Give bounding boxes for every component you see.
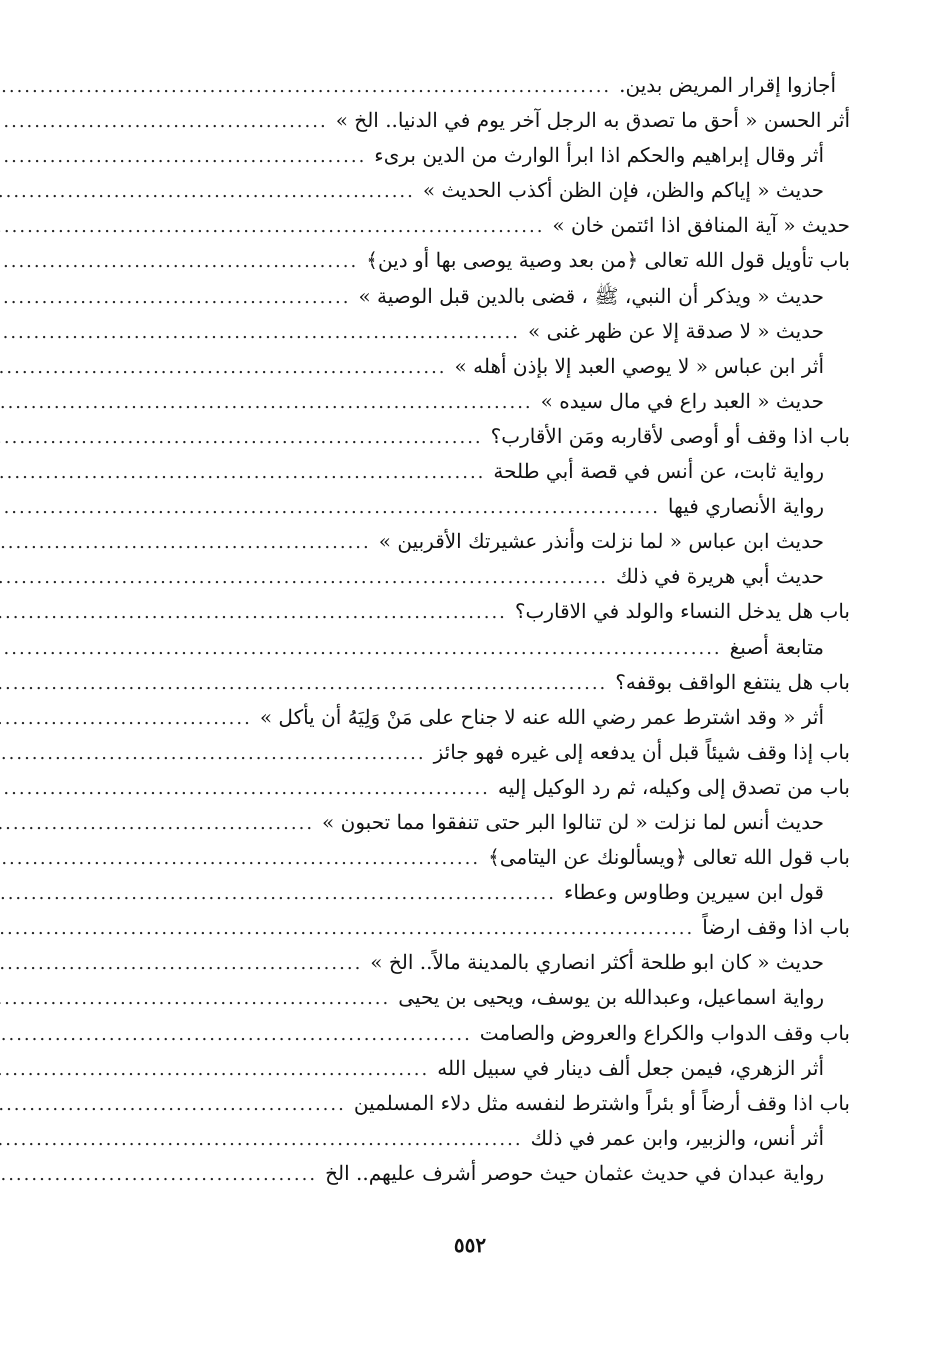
dot-leader [0, 350, 447, 385]
toc-entry-title: رواية ثابت، عن أنس في قصة أبي طلحة [493, 459, 824, 484]
toc-entry-title: باب قول الله تعالى ﴿ويسألونك عن اليتامى﴾ [488, 845, 850, 870]
toc-entry [80, 1156, 850, 1191]
toc-entry [80, 594, 850, 629]
toc-entry-title: أجازوا إقرار المريض بدين. [619, 73, 836, 97]
dot-leader [0, 385, 533, 420]
dot-leader [0, 280, 350, 315]
toc-entry [80, 489, 850, 524]
dot-leader [0, 736, 426, 771]
toc-entry [80, 630, 850, 665]
toc-entry-title: حديث ابن عباس « لما نزلت وأنذر عشيرتك الأقربين » [378, 529, 824, 554]
dot-leader [0, 139, 366, 174]
dot-leader [0, 69, 611, 104]
toc-entry [80, 384, 850, 419]
toc-entry-title: حديث أنس لما نزلت « لن تنالوا البر حتى تنفقوا مما تحبون » [322, 809, 824, 834]
toc-entry [80, 103, 850, 138]
toc-entry-title: باب إذا وقف شيئاً قبل أن يدفعه إلى غيره فهو جائز [433, 739, 850, 764]
toc-entry-title: حديث « ويذكر أن النبي، ﷺ ، قضى بالدين قبل الوصية » [358, 283, 824, 308]
toc-entry [80, 349, 850, 384]
toc-entry-title: أثر أنس، والزبير، وابن عمر في ذلك [530, 1125, 824, 1150]
page-number: ٥٥٢ [453, 1233, 487, 1257]
dot-leader [0, 771, 490, 806]
toc-entry-title: باب اذا وقف أو أوصى لأقاربه ومَن الأقارب؟ [490, 423, 850, 448]
dot-leader [0, 911, 694, 946]
dot-leader [0, 595, 507, 630]
toc-entry [80, 665, 850, 700]
toc-entry-title: باب هل يدخل النساء والولد في الاقارب؟ [514, 599, 850, 624]
toc-entry [80, 875, 850, 910]
toc-entry-title: رواية الأنصاري فيها [667, 494, 824, 519]
toc-list [80, 68, 850, 1191]
toc-entry [80, 735, 850, 770]
toc-entry-title: باب هل ينتفع الواقف بوقفه؟ [615, 669, 850, 694]
toc-entry-title: أثر وقال إبراهيم والحكم اذا ابرأ الوارث من الدين برىء [374, 143, 824, 168]
toc-entry-title: حديث « العبد راع في مال سيده » [540, 388, 824, 413]
toc-entry-title: باب اذا وقف ارضاً [702, 915, 850, 940]
dot-leader [0, 1017, 472, 1052]
toc-entry-title: أثر الحسن « أحق ما تصدق به الرجل آخر يوم في الدنيا.. الخ » [335, 108, 850, 133]
dot-leader [0, 1122, 523, 1157]
dot-leader [0, 315, 520, 350]
dot-leader [0, 701, 252, 736]
toc-entry-title: رواية اسماعيل، وعبدالله بن يوسف، ويحيى بن يحيى [398, 985, 824, 1010]
toc-entry [80, 1051, 850, 1086]
dot-leader [0, 1157, 317, 1192]
toc-entry-title: حديث « كان ابو طلحة أكثر انصاري بالمدينة مالاً.. الخ » [370, 950, 824, 975]
toc-entry [80, 314, 850, 349]
dot-leader [0, 420, 483, 455]
dot-leader [0, 1052, 429, 1087]
dot-leader [0, 209, 544, 244]
toc-entry [80, 454, 850, 489]
toc-entry-title: حديث أبي هريرة في ذلك [615, 564, 824, 589]
toc-entry [80, 840, 850, 875]
toc-entry-title: باب اذا وقف أرضاً أو بئراً واشترط لنفسه مثل دلاء المسلمين [353, 1090, 850, 1115]
toc-entry-title: حديث « آية المنافق اذا ائتمن خان » [552, 213, 850, 238]
dot-leader [0, 981, 390, 1016]
toc-entry [80, 559, 850, 594]
toc-entry [80, 1016, 850, 1051]
toc-entry-title: حديث « إياكم والظن، فإن الظن أكذب الحديث » [422, 178, 824, 203]
toc-entry-title: باب تأويل قول الله تعالى ﴿من بعد وصية يوصى بها أو دين﴾ [366, 248, 850, 273]
dot-leader [0, 104, 328, 139]
dot-leader [0, 946, 362, 981]
dot-leader [0, 631, 722, 666]
toc-entry [80, 243, 850, 278]
toc-entry [80, 68, 850, 103]
dot-leader [0, 455, 485, 490]
dot-leader [0, 841, 480, 876]
toc-entry-title: باب من تصدق إلى وكيله، ثم رد الوكيل إليه [497, 774, 850, 799]
dot-leader [0, 560, 608, 595]
toc-entry [80, 805, 850, 840]
toc-entry-title: متابعة أصبغ [729, 634, 824, 659]
dot-leader [0, 806, 314, 841]
dot-leader [0, 174, 415, 209]
toc-entry [80, 700, 850, 735]
dot-leader [0, 490, 660, 525]
toc-entry [80, 1086, 850, 1121]
toc-entry-title: حديث « لا صدقة إلا عن ظهر غنى » [527, 318, 824, 343]
toc-entry [80, 770, 850, 805]
toc-entry-title: أثر « وقد اشترط عمر رضي الله عنه لا جناح على مَنْ وَلِيَهُ أن يأكل » [259, 704, 824, 729]
toc-entry [80, 208, 850, 243]
toc-entry-title: أثر ابن عباس « لا يوصي العبد إلا بإذن أهله » [454, 353, 824, 378]
toc-entry-title: باب وقف الدواب والكراع والعروض والصامت [479, 1020, 850, 1045]
toc-entry [80, 945, 850, 980]
dot-leader [0, 525, 371, 560]
dot-leader [0, 1087, 346, 1122]
toc-entry-title: رواية عبدان في حديث عثمان حيث حوصر أشرف عليهم.. الخ [325, 1160, 824, 1185]
toc-entry [80, 279, 850, 314]
toc-entry [80, 173, 850, 208]
toc-entry [80, 980, 850, 1015]
dot-leader [0, 876, 556, 911]
toc-entry [80, 419, 850, 454]
toc-entry-title: قول ابن سيرين وطاوس وعطاء [563, 880, 824, 905]
dot-leader [0, 244, 358, 279]
toc-entry-title: أثر الزهري، فيمن جعل ألف دينار في سبيل الله [437, 1055, 824, 1080]
dot-leader [0, 666, 607, 701]
toc-entry [80, 910, 850, 945]
toc-entry [80, 524, 850, 559]
toc-entry [80, 138, 850, 173]
toc-entry [80, 1121, 850, 1156]
